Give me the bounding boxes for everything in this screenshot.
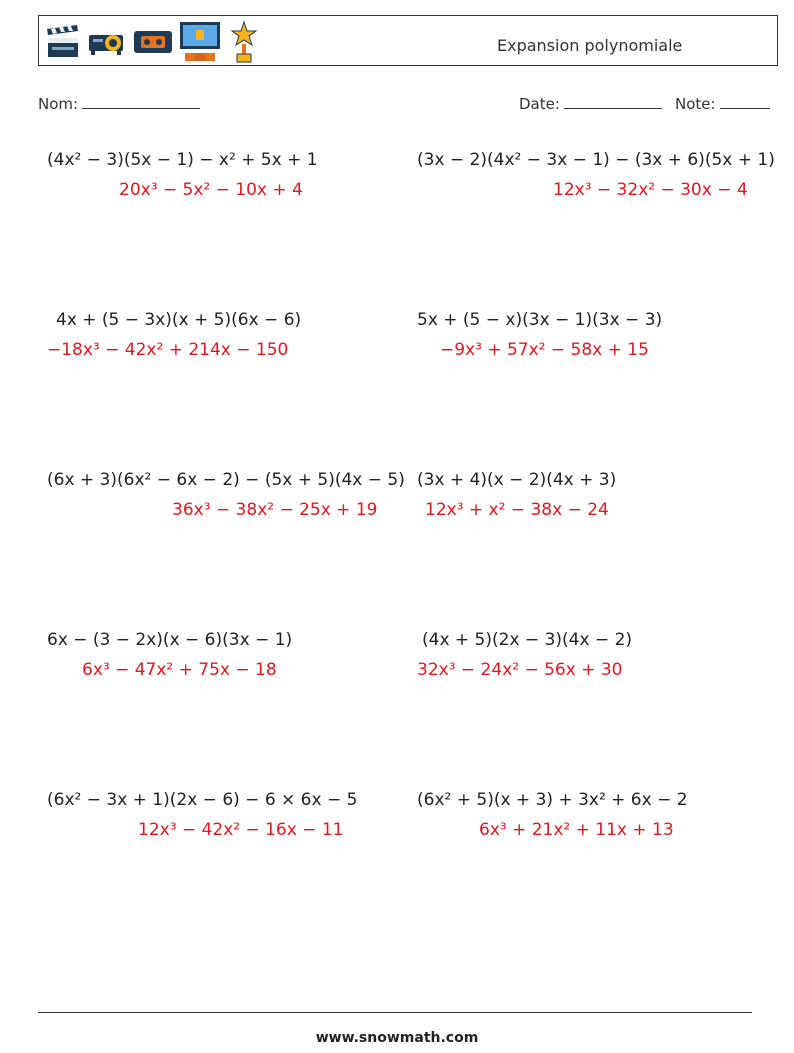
problem-1-question: (4x² − 3)(5x − 1) − x² + 5x + 1 bbox=[47, 150, 318, 170]
name-field bbox=[38, 94, 200, 113]
problem-1-answer: 20x³ − 5x² − 10x + 4 bbox=[119, 180, 303, 200]
problem-4-answer: −9x³ + 57x² − 58x + 15 bbox=[440, 340, 649, 360]
score-label: Note: bbox=[675, 95, 716, 113]
tv-screen-icon bbox=[179, 21, 223, 63]
problem-6-question: (3x + 4)(x − 2)(4x + 3) bbox=[417, 470, 617, 490]
problem-2-answer: 12x³ − 32x² − 30x − 4 bbox=[553, 180, 748, 200]
problem-7-answer: 6x³ − 47x² + 75x − 18 bbox=[82, 660, 277, 680]
header-icons bbox=[45, 20, 259, 64]
score-line bbox=[720, 94, 770, 109]
worksheet-title: Expansion polynomiale bbox=[497, 36, 683, 55]
date-field bbox=[519, 94, 662, 113]
trophy-icon bbox=[229, 20, 259, 64]
score-field bbox=[675, 94, 770, 113]
problem-9-answer: 12x³ − 42x² − 16x − 11 bbox=[138, 820, 344, 840]
date-label: Date: bbox=[519, 95, 560, 113]
header-box bbox=[38, 15, 778, 66]
name-label: Nom: bbox=[38, 95, 79, 113]
problem-6-answer: 12x³ + x² − 38x − 24 bbox=[425, 500, 609, 520]
problem-8-question: (4x + 5)(2x − 3)(4x − 2) bbox=[422, 630, 633, 650]
problem-10-question: (6x² + 5)(x + 3) + 3x² + 6x − 2 bbox=[417, 790, 688, 810]
footer-divider bbox=[38, 1012, 752, 1013]
problem-5-question: (6x + 3)(6x² − 6x − 2) − (5x + 5)(4x − 5) bbox=[47, 470, 405, 490]
problem-8-answer: 32x³ − 24x² − 56x + 30 bbox=[417, 660, 623, 680]
problem-2-question: (3x − 2)(4x² − 3x − 1) − (3x + 6)(5x + 1) bbox=[417, 150, 775, 170]
footer-url[interactable]: www.snowmath.com bbox=[315, 1030, 479, 1046]
problem-9-question: (6x² − 3x + 1)(2x − 6) − 6 × 6x − 5 bbox=[47, 790, 358, 810]
problem-10-answer: 6x³ + 21x² + 11x + 13 bbox=[479, 820, 674, 840]
problem-5-answer: 36x³ − 38x² − 25x + 19 bbox=[172, 500, 378, 520]
problem-7-question: 6x − (3 − 2x)(x − 6)(3x − 1) bbox=[47, 630, 293, 650]
vhs-tape-icon bbox=[133, 28, 173, 56]
projector-icon bbox=[87, 27, 127, 57]
problem-3-answer: −18x³ − 42x² + 214x − 150 bbox=[47, 340, 289, 360]
problem-4-question: 5x + (5 − x)(3x − 1)(3x − 3) bbox=[417, 310, 663, 330]
problem-3-question: 4x + (5 − 3x)(x + 5)(6x − 6) bbox=[56, 310, 302, 330]
clapperboard-icon bbox=[45, 25, 81, 59]
name-line bbox=[82, 94, 200, 109]
date-line bbox=[564, 94, 662, 109]
